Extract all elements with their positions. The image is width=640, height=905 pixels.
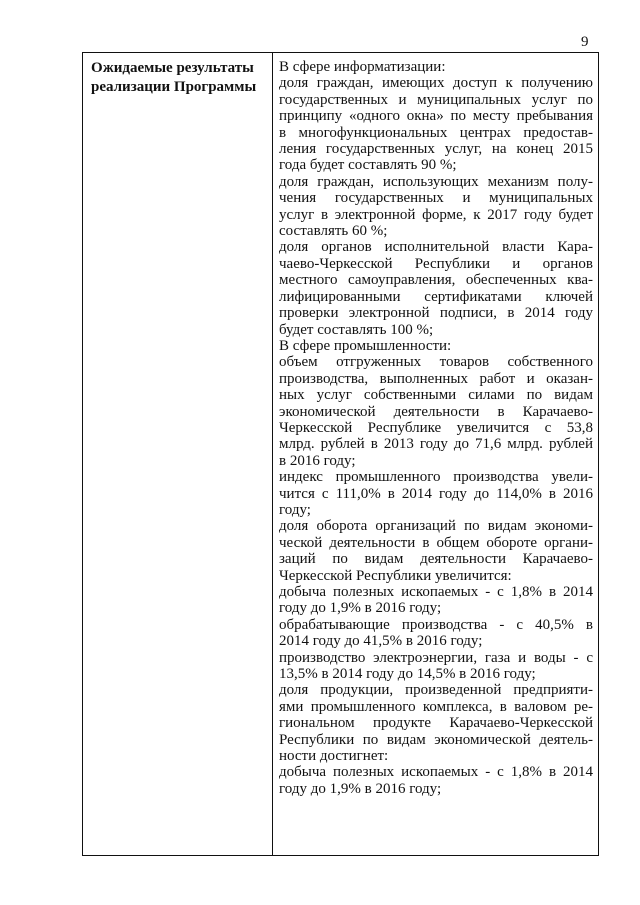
content-line: доля граждан, использующих механизм полу- [279, 173, 593, 190]
content-line: года будет составлять 90 %; [279, 157, 457, 174]
content-line: Черкесской Республике увеличится с 53,8 [279, 419, 593, 436]
content-line: ческой деятельности в общем обороте органи- [279, 534, 593, 551]
content-line: Республики по видам экономической деятель- [279, 731, 593, 748]
content-line: экономической деятельности в Карачаево- [279, 403, 593, 420]
content-line: чаево-Черкесской Республики и органов [279, 255, 593, 272]
page-number: 9 [581, 34, 589, 50]
content-line: 13,5% в 2014 году до 14,5% в 2016 году; [279, 666, 536, 683]
content-line: Черкесской Республики увеличится: [279, 567, 512, 584]
content-line: индекс промышленного производства увели- [279, 469, 593, 486]
content-line: местного самоуправления, обеспеченных ква- [279, 272, 593, 289]
row-label-line: реализации Программы [91, 79, 257, 95]
content-line: в многофункциональных центрах предостав- [279, 124, 593, 141]
content-line: объем отгруженных товаров собственного [279, 354, 593, 371]
content-line: будет составлять 100 %; [279, 321, 434, 338]
content-line: обрабатывающие производства - с 40,5% в [279, 616, 593, 633]
content-line: лифицированными сертификатами ключей [279, 288, 593, 305]
content-line: чения государственных и муниципальных [279, 190, 593, 207]
content-line: чится с 111,0% в 2014 году до 114,0% в 2016 [279, 485, 593, 502]
content-line: млрд. рублей в 2013 году до 71,6 млрд. рублей [279, 436, 593, 453]
content-line: доля продукции, произведенной предприяти- [279, 682, 593, 699]
content-line: доля органов исполнительной власти Кара- [279, 239, 593, 256]
content-line: доля граждан, имеющих доступ к получению [279, 75, 593, 92]
row-content-cell [279, 59, 593, 797]
row-label-cell [91, 59, 267, 97]
content-line: гиональном продукте Карачаево-Черкесской [279, 715, 593, 732]
content-line: ления государственных услуг, на конец 2015 [279, 141, 593, 158]
content-line: ями промышленного комплекса, в валовом ре- [279, 698, 593, 715]
content-line: добыча полезных ископаемых - с 1,8% в 2014 [279, 764, 593, 781]
content-line: производство электроэнергии, газа и воды - с [279, 649, 593, 666]
content-line: проверки электронной подписи, в 2014 году [279, 305, 593, 322]
section-heading: В сфере информатизации: [279, 59, 446, 75]
section-heading: В сфере промышленности: [279, 337, 452, 354]
content-line: в 2016 году; [279, 452, 356, 469]
content-line: государственных и муниципальных услуг по [279, 91, 593, 108]
content-line: добыча полезных ископаемых - с 1,8% в 2014 [279, 584, 593, 600]
content-line: составлять 60 %; [279, 223, 388, 240]
content-line: году до 1,9% в 2016 году; [279, 780, 442, 797]
content-line: году до 1,9% в 2016 году; [279, 600, 442, 617]
row-label-line: Ожидаемые результаты [91, 60, 254, 76]
content-line: ных услуг собственными силами по видам [279, 387, 593, 404]
column-divider [272, 53, 273, 855]
content-line: заций по видам деятельности Карачаево- [279, 551, 593, 568]
results-table [82, 52, 599, 856]
content-line: доля оборота организаций по видам экономи- [279, 518, 593, 535]
content-line: принципу «одного окна» по месту пребывания [279, 108, 593, 125]
content-line: производства, выполненных работ и оказан- [279, 370, 593, 387]
content-line: ности достигнет: [279, 748, 389, 765]
content-line: году; [279, 501, 311, 518]
content-line: 2014 году до 41,5% в 2016 году; [279, 633, 483, 650]
content-line: услуг в электронной форме, к 2017 году будет [279, 206, 593, 223]
